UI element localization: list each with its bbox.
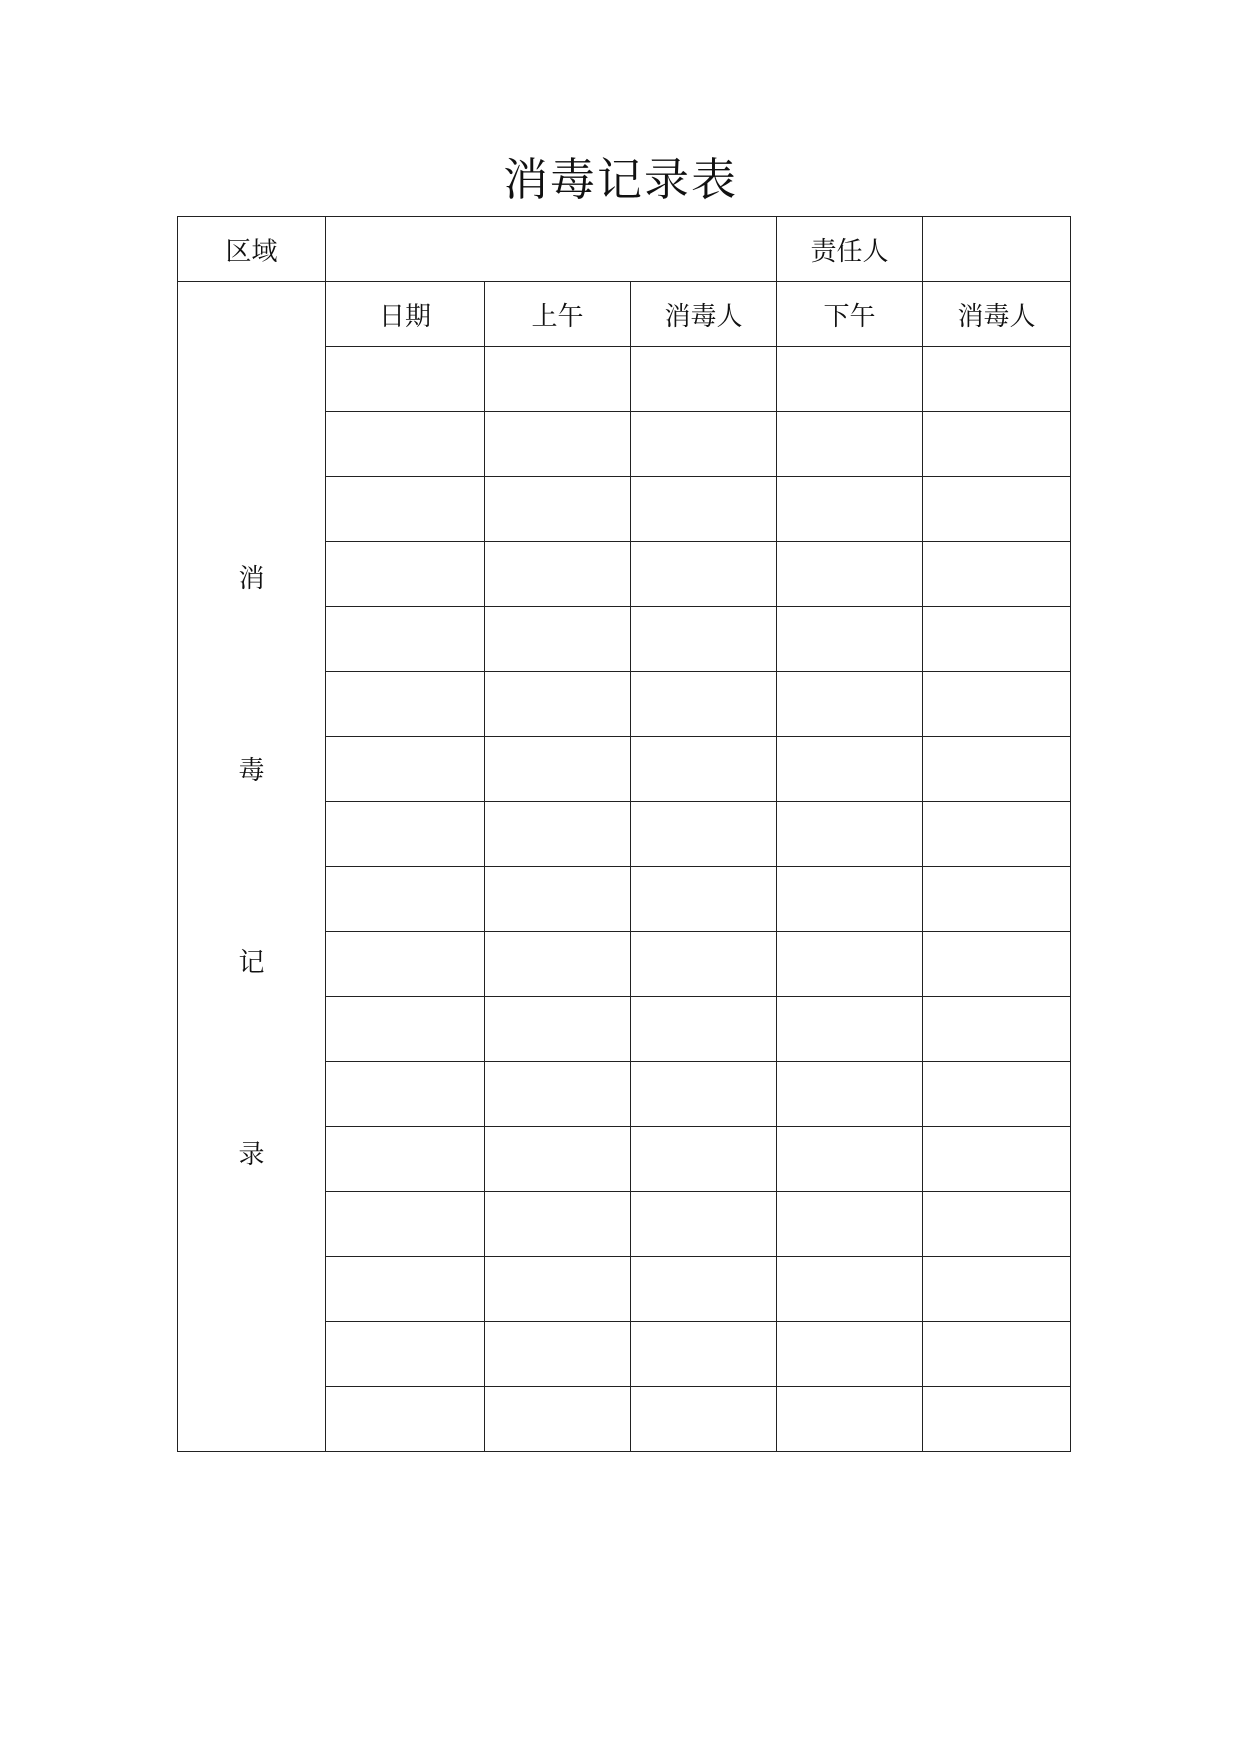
afternoon-disinfector-cell[interactable] [923,542,1071,607]
side-label-cell [178,282,326,1452]
afternoon-disinfector-cell[interactable] [923,1192,1071,1257]
morning-disinfector-cell[interactable] [631,1387,777,1452]
afternoon-cell[interactable] [777,1257,923,1322]
afternoon-disinfector-cell[interactable] [923,1387,1071,1452]
side-label-char: 毒 [238,755,265,786]
date-cell[interactable] [326,347,485,412]
afternoon-cell[interactable] [777,1387,923,1452]
date-cell[interactable] [326,737,485,802]
morning-cell[interactable] [485,932,631,997]
afternoon-cell[interactable] [777,412,923,477]
morning-disinfector-cell[interactable] [631,347,777,412]
afternoon-disinfector-cell[interactable] [923,737,1071,802]
morning-disinfector-cell[interactable] [631,1062,777,1127]
date-cell[interactable] [326,542,485,607]
page-title: 消毒记录表 [502,153,738,206]
afternoon-cell[interactable] [777,1062,923,1127]
afternoon-disinfector-cell[interactable] [923,932,1071,997]
afternoon-cell[interactable] [777,477,923,542]
column-header-afternoon-disinfector: 消毒人 [923,282,1071,347]
side-label-char: 录 [238,1139,265,1170]
afternoon-cell[interactable] [777,607,923,672]
afternoon-cell[interactable] [777,997,923,1062]
date-cell[interactable] [326,1127,485,1192]
morning-disinfector-cell[interactable] [631,997,777,1062]
morning-cell[interactable] [485,1062,631,1127]
morning-cell[interactable] [485,542,631,607]
date-cell[interactable] [326,1257,485,1322]
afternoon-disinfector-cell[interactable] [923,867,1071,932]
morning-disinfector-cell[interactable] [631,1257,777,1322]
morning-disinfector-cell[interactable] [631,607,777,672]
morning-disinfector-cell[interactable] [631,1322,777,1387]
morning-cell[interactable] [485,477,631,542]
afternoon-cell[interactable] [777,672,923,737]
date-cell[interactable] [326,477,485,542]
column-header-morning-disinfector: 消毒人 [631,282,777,347]
afternoon-disinfector-cell[interactable] [923,802,1071,867]
morning-disinfector-cell[interactable] [631,477,777,542]
afternoon-cell[interactable] [777,347,923,412]
area-label: 区域 [178,217,326,282]
morning-disinfector-cell[interactable] [631,1127,777,1192]
side-label-char: 消 [238,563,265,594]
morning-cell[interactable] [485,867,631,932]
afternoon-cell[interactable] [777,932,923,997]
afternoon-disinfector-cell[interactable] [923,1127,1071,1192]
column-header-afternoon: 下午 [777,282,923,347]
morning-cell[interactable] [485,997,631,1062]
morning-cell[interactable] [485,1322,631,1387]
column-header-morning: 上午 [485,282,631,347]
morning-disinfector-cell[interactable] [631,412,777,477]
morning-cell[interactable] [485,737,631,802]
afternoon-cell[interactable] [777,737,923,802]
column-header-row [178,282,1071,347]
morning-disinfector-cell[interactable] [631,1192,777,1257]
date-cell[interactable] [326,997,485,1062]
afternoon-cell[interactable] [777,1127,923,1192]
date-cell[interactable] [326,607,485,672]
date-cell[interactable] [326,1387,485,1452]
afternoon-disinfector-cell[interactable] [923,997,1071,1062]
morning-cell[interactable] [485,1127,631,1192]
date-cell[interactable] [326,932,485,997]
morning-cell[interactable] [485,672,631,737]
side-label-char: 记 [238,947,265,978]
morning-disinfector-cell[interactable] [631,737,777,802]
column-header-date: 日期 [326,282,485,347]
morning-cell[interactable] [485,1192,631,1257]
morning-cell[interactable] [485,607,631,672]
morning-disinfector-cell[interactable] [631,932,777,997]
afternoon-disinfector-cell[interactable] [923,1322,1071,1387]
afternoon-disinfector-cell[interactable] [923,347,1071,412]
morning-cell[interactable] [485,802,631,867]
morning-cell[interactable] [485,412,631,477]
afternoon-disinfector-cell[interactable] [923,477,1071,542]
date-cell[interactable] [326,672,485,737]
afternoon-disinfector-cell[interactable] [923,412,1071,477]
afternoon-cell[interactable] [777,1192,923,1257]
morning-disinfector-cell[interactable] [631,672,777,737]
date-cell[interactable] [326,867,485,932]
afternoon-cell[interactable] [777,1322,923,1387]
afternoon-disinfector-cell[interactable] [923,672,1071,737]
morning-cell[interactable] [485,347,631,412]
morning-disinfector-cell[interactable] [631,802,777,867]
morning-disinfector-cell[interactable] [631,542,777,607]
date-cell[interactable] [326,1192,485,1257]
date-cell[interactable] [326,802,485,867]
morning-cell[interactable] [485,1257,631,1322]
afternoon-disinfector-cell[interactable] [923,1062,1071,1127]
afternoon-cell[interactable] [777,802,923,867]
morning-disinfector-cell[interactable] [631,867,777,932]
afternoon-cell[interactable] [777,542,923,607]
responsible-label: 责任人 [777,217,923,282]
date-cell[interactable] [326,1322,485,1387]
afternoon-disinfector-cell[interactable] [923,607,1071,672]
morning-cell[interactable] [485,1387,631,1452]
area-field[interactable] [326,217,777,282]
header-row [178,217,1071,282]
afternoon-cell[interactable] [777,867,923,932]
responsible-field[interactable] [923,217,1071,282]
side-label [178,564,325,1170]
afternoon-disinfector-cell[interactable] [923,1257,1071,1322]
date-cell[interactable] [326,412,485,477]
disinfection-record-table [177,216,1071,1452]
date-cell[interactable] [326,1062,485,1127]
